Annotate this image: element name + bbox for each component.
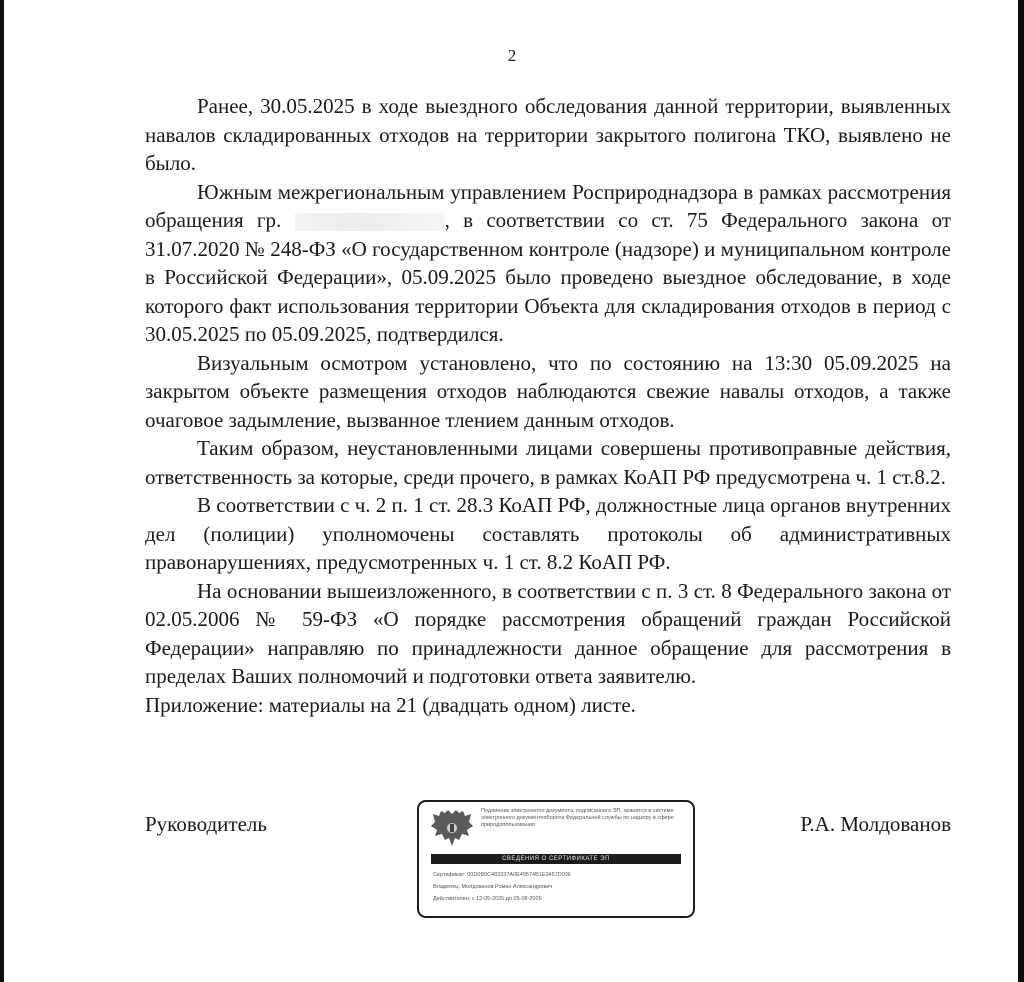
stamp-owner: Владелец: Молдованов Роман Александрович: [433, 884, 553, 890]
stamp-validity: Действителен: с 12-05-2025 до 05-08-2026: [433, 896, 542, 902]
paragraph-inspection-end: , в соответствии со ст. 75 Федерального закона от 31.07.2020 № 248-ФЗ «О государственном контроле (надзоре) и муниципальном контроле в Российской Федерации», 05.09.2025 было проведено выездное обследование, в ходе которого факт использования территории Объекта для складирования отходов в период с 30.05.2025 по 05.09.2025, подтвердился.: [145, 208, 951, 346]
stamp-certificate-bar: СВЕДЕНИЯ О СЕРТИФИКАТЕ ЭП: [431, 854, 681, 864]
paragraph-conclusion: Таким образом, неустановленными лицами совершены противоправные действия, ответственность за которые, среди прочего, в рамках КоАП РФ предусмотрена ч. 1 ст.8.2.: [145, 436, 951, 489]
electronic-signature-stamp: [417, 800, 695, 918]
paragraph-police-authority: В соответствии с ч. 2 п. 1 ст. 28.3 КоАП РФ, должностные лица органов внутренних дел (полиции) уполномочены составлять протоколы об административных правонарушениях, предусмотренных ч. 1 ст. 8.2 КоАП РФ.: [145, 493, 951, 574]
double-headed-eagle-icon: [429, 808, 475, 852]
paragraph-inspection-result: [145, 178, 951, 349]
letter-body: [145, 92, 951, 719]
paragraph-visual-inspection: Визуальным осмотром установлено, что по состоянию на 13:30 05.09.2025 на закрытом объекте размещения отходов наблюдаются свежие навалы отходов, а также очаговое задымление, вызванное тлением данным отходов.: [145, 350, 951, 432]
scan-border-right: [1018, 0, 1024, 982]
attachment-note: Приложение: материалы на 21 (двадцать одном) листе.: [145, 692, 636, 717]
signatory-name: Р.А. Молдованов: [800, 812, 951, 836]
paragraph-referral: На основании вышеизложенного, в соответствии с п. 3 ст. 8 Федерального закона от 02.05.2006 № 59-ФЗ «О порядке рассмотрения обращений граждан Российской Федерации» направляю по принадлежности данное обращение для рассмотрения в пределах Ваших полномочий и подготовки ответа заявителю.: [145, 578, 951, 688]
scan-border-left: [0, 0, 4, 982]
redacted-name: [295, 213, 445, 231]
stamp-certificate: Сертификат: 00D6B0C483337A0E49574B1E3457D036: [433, 872, 571, 878]
signatory-role: Руководитель: [145, 812, 267, 836]
page-number: 2: [507, 46, 517, 65]
paragraph-inspection-start: Южным межрегиональным управлением Росприроднадзора в рамках рассмотрения обращения гр.: [145, 179, 951, 232]
stamp-heading: Подлинник электронного документа, подписанного ЭП, хранится в системе электронного документооборота Федеральной службы по надзору в сфере природопользования: [481, 808, 674, 828]
paragraph-earlier-inspection: Ранее, 30.05.2025 в ходе выездного обследования данной территории, выявленных навалов складированных отходов на территории закрытого полигона ТКО, выявлено не было.: [145, 94, 951, 175]
